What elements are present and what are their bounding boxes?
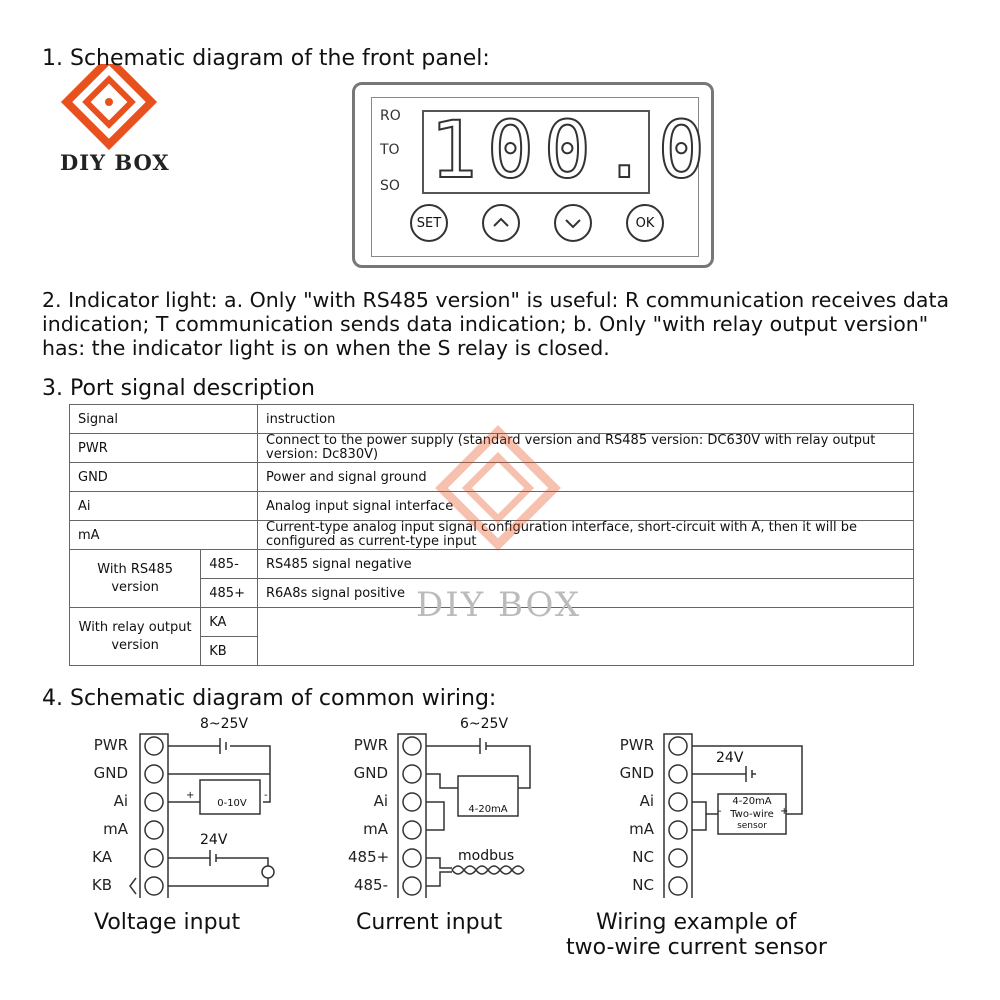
terminal-label: KA (92, 848, 112, 866)
signal-cell: GND (70, 463, 258, 492)
header-instruction: instruction (258, 405, 914, 434)
terminal-label: PWR (353, 736, 388, 754)
display-value: 100.0 (430, 106, 715, 196)
supply-voltage: 8~25V (200, 716, 249, 732)
wiring-lines (80, 718, 300, 898)
wiring-current-input (340, 718, 560, 898)
supply-voltage: 6~25V (460, 716, 509, 732)
sensor-plus: + (780, 806, 789, 817)
terminal-label: NC (632, 848, 654, 866)
terminal-label: GND (93, 764, 128, 782)
caption-two-wire-line1: Wiring example of (596, 910, 797, 935)
signal-cell: Ai (70, 492, 258, 521)
terminal-label: NC (632, 876, 654, 894)
instruction-cell: Power and signal ground (258, 463, 914, 492)
down-button[interactable] (554, 204, 592, 242)
up-button[interactable] (482, 204, 520, 242)
chevron-down-icon (563, 213, 583, 233)
terminal-label: mA (629, 820, 654, 838)
section4-title: 4. Schematic diagram of common wiring: (42, 686, 497, 711)
bus-label: modbus (458, 848, 515, 864)
sensor-label-2: Two-wire (730, 809, 774, 820)
panel-inner (371, 97, 715, 257)
caption-two-wire-line2: two-wire current sensor (566, 935, 827, 960)
terminal-label: KB (91, 876, 112, 894)
section3-title: 3. Port signal description (42, 376, 315, 401)
terminal-label: Ai (113, 792, 128, 810)
terminal-label: Ai (639, 792, 654, 810)
instruction-cell: Analog input signal interface (258, 492, 914, 521)
header-signal: Signal (70, 405, 258, 434)
signal-cell: 485- (201, 550, 258, 579)
chevron-up-icon (491, 213, 511, 233)
wiring-two-wire-sensor (606, 718, 826, 898)
caption-current-input: Current input (356, 910, 503, 935)
terminal-label: PWR (619, 736, 654, 754)
logo-text: DIY BOX (60, 150, 170, 175)
section2-text: 2. Indicator light: a. Only "with RS485 version" is useful: R communication receives data indication; T communication sends data indication; b. Only "with relay output version" has: the indicator light is on when the S relay is closed. (42, 288, 950, 360)
source-minus: - (264, 790, 268, 801)
signal-cell: PWR (70, 434, 258, 463)
supply-voltage: 24V (716, 750, 744, 766)
indicator-ro: RO (380, 108, 401, 124)
signal-cell: KB (201, 637, 258, 666)
wiring-voltage-input (80, 718, 300, 898)
terminal-label: Ai (373, 792, 388, 810)
source-plus: + (186, 790, 195, 801)
wiring-lines (340, 718, 560, 898)
indicator-to: TO (380, 142, 400, 158)
sensor-minus: - (718, 806, 722, 817)
terminal-label: 485+ (348, 848, 390, 866)
watermark-text: DIY BOX (416, 585, 582, 625)
ok-button[interactable]: OK (626, 204, 664, 242)
signal-cell: 485+ (201, 579, 258, 608)
caption-voltage-input: Voltage input (94, 910, 241, 935)
terminal-label: PWR (93, 736, 128, 754)
instruction-cell (258, 608, 914, 666)
group-relay: With relay output version (70, 608, 201, 666)
signal-cell: KA (201, 608, 258, 637)
sensor-label-1: 4-20mA (732, 796, 772, 807)
terminal-label: GND (619, 764, 654, 782)
terminal-label: GND (353, 764, 388, 782)
terminal-label: mA (363, 820, 388, 838)
set-button[interactable]: SET (410, 204, 448, 242)
instruction-cell: Connect to the power supply (standard version and RS485 version: DC630V with relay output version: Dc830V) (258, 434, 914, 463)
instruction-cell: R6A8s signal positive (258, 579, 914, 608)
instruction-cell: Current-type analog input signal configuration interface, short-circuit with A, then it will be configured as current-type input (258, 521, 914, 550)
sensor-label-3: sensor (737, 821, 767, 831)
signal-cell: mA (70, 521, 258, 550)
source-label: 0-10V (217, 798, 247, 809)
section1-title: 1. Schematic diagram of the front panel: (42, 46, 490, 71)
wiring-lines (606, 718, 826, 898)
instruction-cell: RS485 signal negative (258, 550, 914, 579)
indicator-so: SO (380, 178, 400, 194)
led-display (422, 106, 715, 196)
terminal-label: 485- (353, 876, 388, 894)
front-panel (352, 82, 714, 268)
group-rs485: With RS485 version (70, 550, 201, 608)
terminal-label: mA (103, 820, 128, 838)
relay-supply: 24V (200, 832, 228, 848)
watermark-logo (418, 418, 578, 568)
source-label: 4-20mA (468, 804, 508, 815)
